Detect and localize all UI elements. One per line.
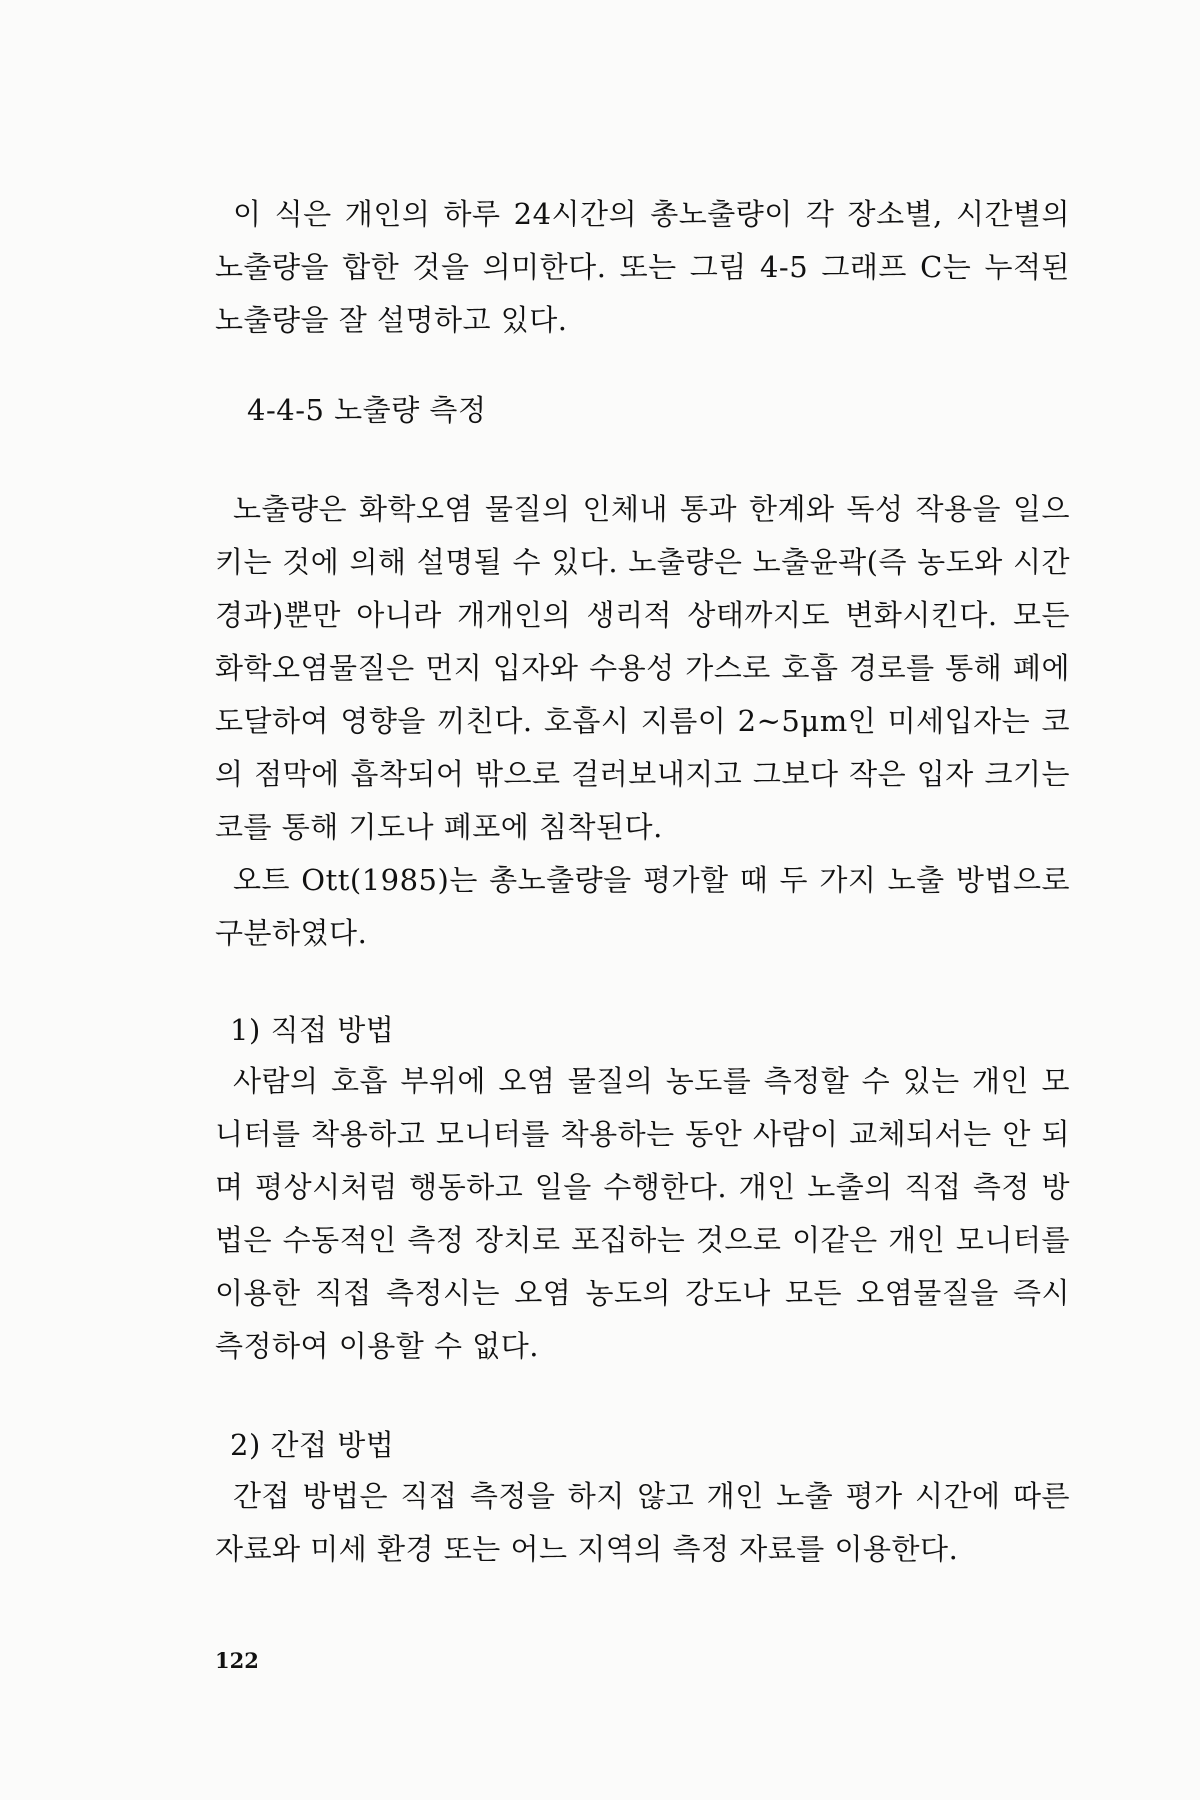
subsection-heading-indirect-method: 2) 간접 방법 — [230, 1428, 395, 1462]
subsection-body-indirect-method: 간접 방법은 직접 측정을 하지 않고 개인 노출 평가 시간에 따른 자료와 미세 환경 또는 어느 지역의 측정 자료를 이용한다. — [215, 1479, 1070, 1566]
body-paragraph-1: 노출량은 화학오염 물질의 인체내 통과 한계와 독성 작용을 일으키는 것에 의해 설명될 수 있다. 노출량은 노출윤곽(즉 농도와 시간 경과)뿐만 아니라 개개인의 생리적 상태까지도 변화시킨다. 모든 화학오염물질은 먼지 입자와 수용성 가스로 호흡 경로를 통해 폐에 도달하여 영향을 끼친다. 호흡시 지름이 2~5μm인 미세입자는 코의 점막에 흡착되어 밖으로 걸러보내지고 그보다 작은 입자 크기는 코를 통해 기도나 폐포에 침착된다. — [215, 492, 1070, 844]
section-heading: 4-4-5 노출량 측정 — [247, 393, 487, 427]
subsection-body-direct-method: 사람의 호흡 부위에 오염 물질의 농도를 측정할 수 있는 개인 모니터를 착용하고 모니터를 착용하는 동안 사람이 교체되서는 안 되며 평상시처럼 행동하고 일을 수행한다. 개인 노출의 직접 측정 방법은 수동적인 측정 장치로 포집하는 것으로 이같은 개인 모니터를 이용한 직접 측정시는 오염 농도의 강도나 모든 오염물질을 즉시 측정하여 이용할 수 없다. — [215, 1064, 1070, 1363]
body-paragraph-2: 오트 Ott(1985)는 총노출량을 평가할 때 두 가지 노출 방법으로 구분하였다. — [215, 863, 1070, 950]
page-number: 122 — [215, 1648, 259, 1673]
subsection-heading-direct-method: 1) 직접 방법 — [230, 1013, 395, 1047]
intro-paragraph: 이 식은 개인의 하루 24시간의 총노출량이 각 장소별, 시간별의 노출량을 합한 것을 의미한다. 또는 그림 4-5 그래프 C는 누적된 노출량을 잘 설명하고 있다. — [215, 197, 1070, 337]
